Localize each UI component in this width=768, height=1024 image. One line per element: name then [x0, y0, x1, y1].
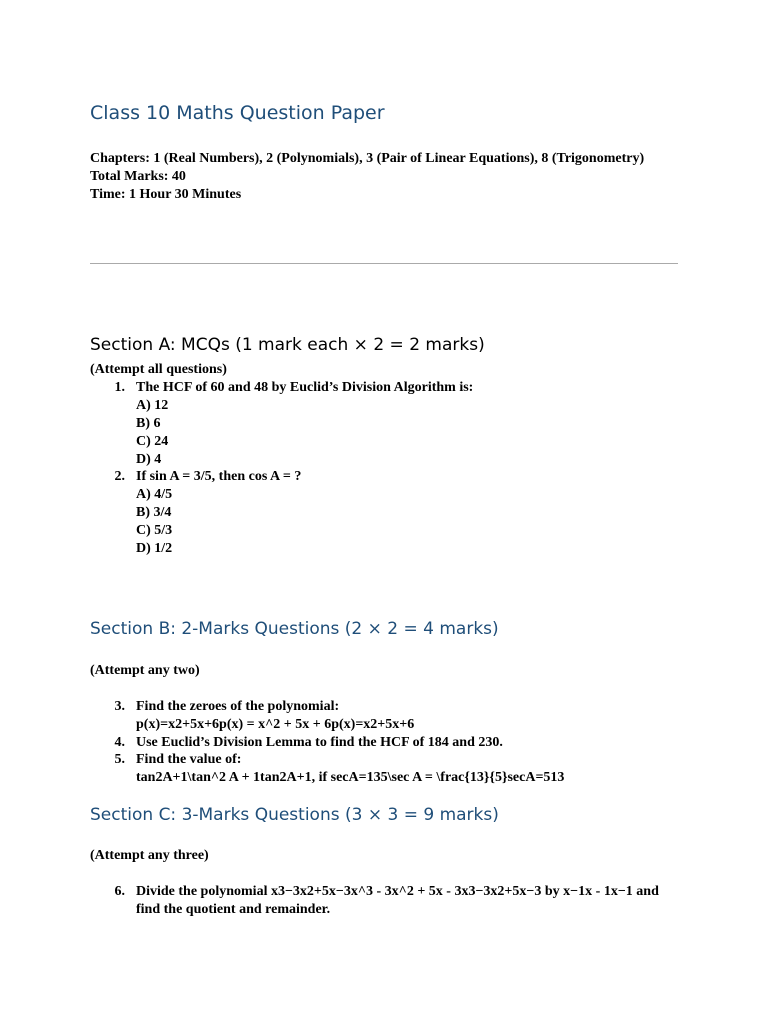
section-c-instruction: (Attempt any three)	[90, 848, 209, 863]
question-number: 1.	[114, 380, 125, 395]
question-text: The HCF of 60 and 48 by Euclid’s Division Algorithm is:	[136, 380, 474, 395]
section-a-instruction: (Attempt all questions)	[90, 362, 227, 377]
question-number: 4.	[114, 735, 125, 750]
section-c-title: Section C: 3-Marks Questions (3 × 3 = 9 marks)	[90, 805, 499, 825]
divider	[90, 263, 678, 264]
option-c: C) 24	[136, 434, 169, 449]
question-number: 6.	[114, 884, 125, 899]
total-marks-line: Total Marks: 40	[90, 169, 186, 184]
question-text: Find the value of:	[136, 752, 242, 767]
option-a: A) 12	[136, 398, 169, 413]
question-text: Find the zeroes of the polynomial:	[136, 699, 340, 714]
question-text: If sin A = 3/5, then cos A = ?	[136, 469, 302, 484]
chapters-line: Chapters: 1 (Real Numbers), 2 (Polynomials), 3 (Pair of Linear Equations), 8 (Trigonometry)	[90, 151, 645, 166]
section-b-instruction: (Attempt any two)	[90, 663, 200, 678]
section-b-title: Section B: 2-Marks Questions (2 × 2 = 4 marks)	[90, 619, 499, 639]
page-title: Class 10 Maths Question Paper	[90, 102, 385, 124]
option-d: D) 1/2	[136, 541, 173, 556]
question-formula: tan2A+1\tan^2 A + 1tan2A+1, if secA=135\sec A = \frac{13}{5}secA=513	[136, 770, 565, 785]
option-a: A) 4/5	[136, 487, 173, 502]
question-number: 2.	[114, 469, 125, 484]
option-b: B) 3/4	[136, 505, 172, 520]
question-formula: p(x)=x2+5x+6p(x) = x^2 + 5x + 6p(x)=x2+5x+6	[136, 717, 415, 732]
section-a-title: Section A: MCQs (1 mark each × 2 = 2 marks)	[90, 335, 485, 355]
question-text: Use Euclid’s Division Lemma to find the HCF of 184 and 230.	[136, 735, 503, 750]
paper-meta	[90, 150, 680, 204]
option-b: B) 6	[136, 416, 161, 431]
question-number: 5.	[114, 752, 125, 767]
question-text: Divide the polynomial x3−3x2+5x−3x^3 - 3x^2 + 5x - 3x3−3x2+5x−3 by x−1x - 1x−1 and find the quotient and remainder.	[136, 884, 659, 917]
time-line: Time: 1 Hour 30 Minutes	[90, 187, 242, 202]
option-d: D) 4	[136, 452, 162, 467]
question-number: 3.	[114, 699, 125, 714]
option-c: C) 5/3	[136, 523, 173, 538]
